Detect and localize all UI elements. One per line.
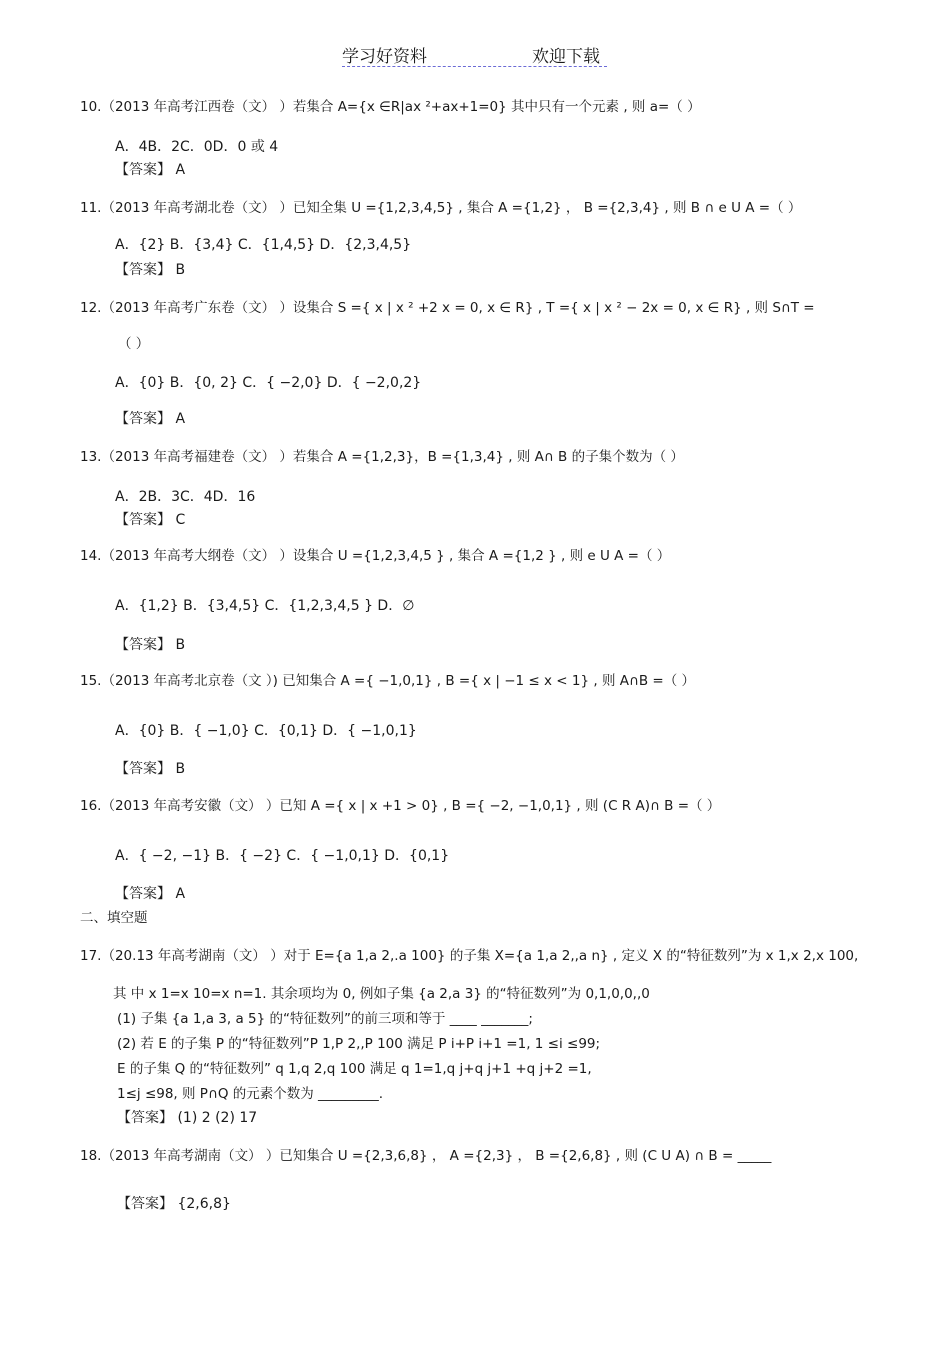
section-heading: 二、填空题 bbox=[80, 910, 148, 926]
header-left-text: 学习好资料 bbox=[342, 47, 427, 67]
answer-line: 【答案】 {2,6,8} bbox=[117, 1196, 231, 1212]
answer-line: 【答案】 B bbox=[115, 637, 186, 653]
page-header bbox=[342, 40, 607, 67]
question-line: 11.（2013 年高考湖北卷（文） ）已知全集 U ={1,2,3,4,5} , 集合 A ={1,2} ， B ={2,3,4} , 则 B ∩ e U A =（ ） bbox=[80, 200, 802, 216]
question-line: (1) 子集 {a 1,a 3, a 5} 的“特征数列”的前三项和等于 ____ _______; bbox=[117, 1011, 533, 1027]
question-line: 其 中 x 1=x 10=x n=1. 其余项均为 0, 例如子集 {a 2,a 3} 的“特征数列”为 0,1,0,0,,0 bbox=[113, 986, 650, 1002]
answer-line: 【答案】 A bbox=[115, 886, 186, 902]
options-line: A．{0} B．{0, 2} C．{ −2,0} D．{ −2,0,2} bbox=[115, 375, 422, 391]
options-line: A．4B．2C．0D．0 或 4 bbox=[115, 139, 279, 155]
question-line: 15.（2013 年高考北京卷（文 ）) 已知集合 A ={ −1,0,1} , B ={ x | −1 ≤ x < 1} , 则 A∩B =（ ） bbox=[80, 673, 696, 689]
question-line: 1≤j ≤98, 则 P∩Q 的元素个数为 _________. bbox=[117, 1086, 384, 1102]
question-line: 16.（2013 年高考安徽（文） ）已知 A ={ x | x +1 > 0} , B ={ −2, −1,0,1} , 则 (C R A)∩ B =（ ） bbox=[80, 798, 721, 814]
options-line: A．{ −2, −1} B．{ −2} C．{ −1,0,1} D．{0,1} bbox=[115, 848, 450, 864]
question-line: （ ） bbox=[118, 336, 150, 352]
question-line: 13.（2013 年高考福建卷（文） ）若集合 A ={1,2,3}，B ={1,3,4} , 则 A∩ B 的子集个数为（ ） bbox=[80, 449, 684, 465]
options-line: A．{1,2} B．{3,4,5} C．{1,2,3,4,5 } D．∅ bbox=[115, 598, 415, 614]
question-line: 10.（2013 年高考江西卷（文） ）若集合 A={x ∈R|ax ²+ax+1=0} 其中只有一个元素 , 则 a=（ ） bbox=[80, 99, 701, 115]
question-line: 14.（2013 年高考大纲卷（文） ）设集合 U ={1,2,3,4,5 } , 集合 A ={1,2 } , 则 e U A =（ ） bbox=[80, 548, 671, 564]
question-line: 18.（2013 年高考湖南（文） ）已知集合 U ={2,3,6,8} ， A ={2,3} ， B ={2,6,8} , 则 (C U A) ∩ B = _____ bbox=[80, 1148, 772, 1164]
question-line: E 的子集 Q 的“特征数列” q 1,q 2,q 100 满足 q 1=1,q j+q j+1 +q j+2 =1, bbox=[117, 1061, 592, 1077]
options-line: A．{2} B．{3,4} C．{1,4,5} D．{2,3,4,5} bbox=[115, 237, 412, 253]
answer-line: 【答案】 C bbox=[115, 512, 186, 528]
header-right-text: 欢迎下载 bbox=[532, 47, 600, 67]
options-line: A．{0} B．{ −1,0} C．{0,1} D．{ −1,0,1} bbox=[115, 723, 417, 739]
question-line: (2) 若 E 的子集 P 的“特征数列”P 1,P 2,,P 100 满足 P i+P i+1 =1, 1 ≤i ≤99; bbox=[117, 1036, 601, 1052]
answer-line: 【答案】 B bbox=[115, 761, 186, 777]
options-line: A．2B．3C．4D．16 bbox=[115, 489, 256, 505]
answer-line: 【答案】 B bbox=[115, 262, 186, 278]
answer-line: 【答案】 A bbox=[115, 162, 186, 178]
answer-line: 【答案】 (1) 2 (2) 17 bbox=[117, 1110, 258, 1126]
question-line: 12.（2013 年高考广东卷（文） ）设集合 S ={ x | x ² +2 x = 0, x ∈ R} , T ={ x | x ² − 2x = 0, x ∈ R} , 则 S∩T = bbox=[80, 300, 815, 316]
answer-line: 【答案】 A bbox=[115, 411, 186, 427]
question-line: 17.（20.13 年高考湖南（文） ）对于 E={a 1,a 2,.a 100} 的子集 X={a 1,a 2,,a n} , 定义 X 的“特征数列”为 x 1,x 2,x 100, bbox=[80, 948, 859, 964]
